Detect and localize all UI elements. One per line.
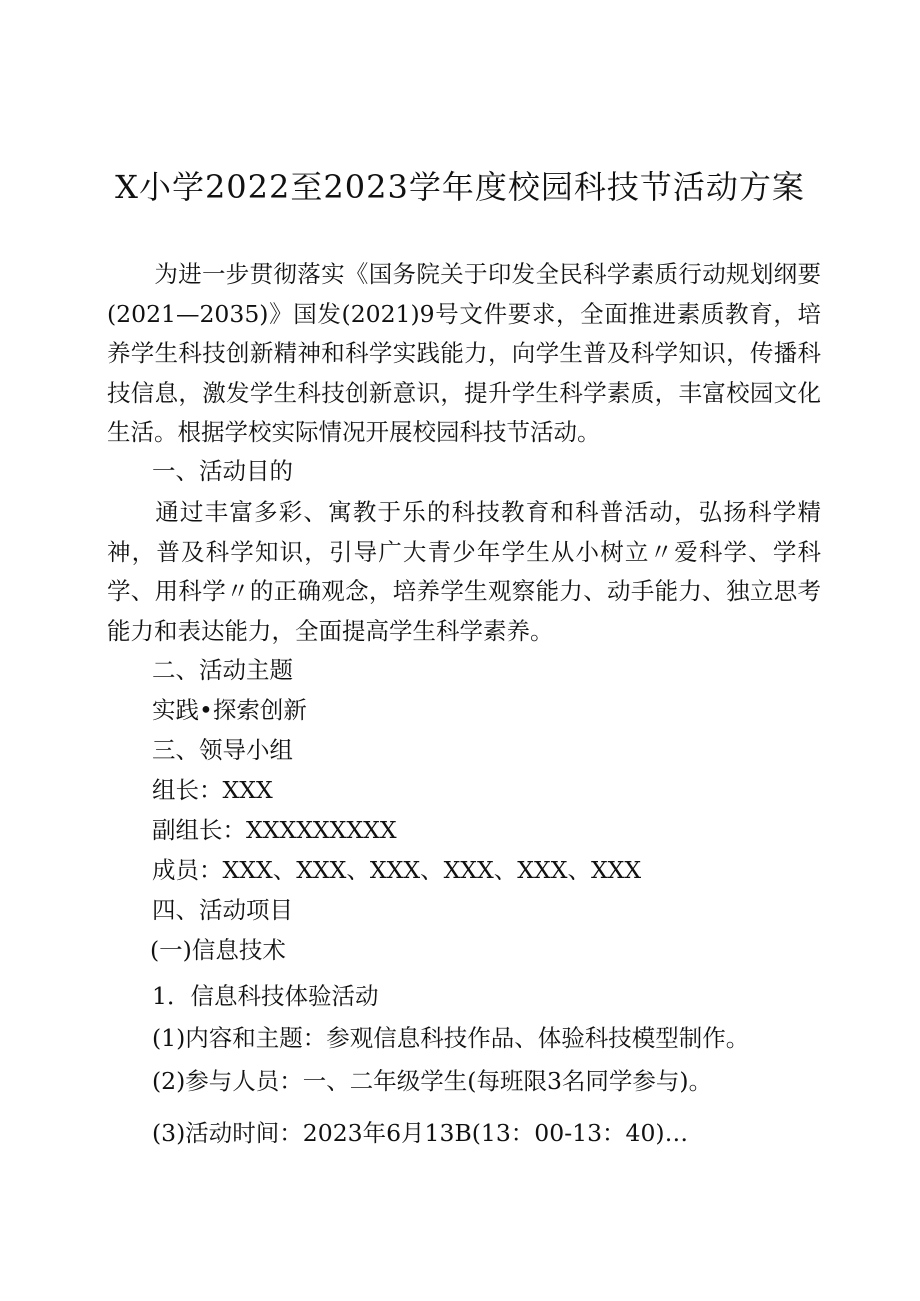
section3-heading: 三、领导小组 (152, 736, 293, 764)
intro-paragraph (107, 255, 821, 453)
activity-theme: 实践•探索创新 (152, 696, 307, 724)
section1-paragraph (107, 493, 821, 651)
item-content-theme: (1)内容和主题：参观信息科技作品、体验科技模型制作。 (152, 1024, 750, 1052)
item-activity-time: (3)活动时间：2023年6月13B(13：00-13：40)… (152, 1119, 689, 1147)
section4-heading: 四、活动项目 (152, 896, 293, 924)
group-members: 成员：XXX、XXX、XXX、XXX、XXX、XXX (152, 856, 642, 884)
deputy-leader: 副组长：XXXXXXXXX (152, 816, 397, 844)
item-participants: (2)参与人员：一、二年级学生(每班限3名同学参与)。 (152, 1067, 713, 1095)
section1-heading: 一、活动目的 (152, 457, 293, 485)
section2-heading: 二、活动主题 (152, 656, 293, 684)
intro-text: 为进一步贯彻落实《国务院关于印发全民科学素质行动规划纲要(2021—2035)》国发(2021)9号文件要求，全面推进素质教育，培养学生科技创新精神和科学实践能力，向学生普及科学知识，传播科技信息，激发学生科技创新意识，提升学生科学素质，丰富校园文化生活。根据学校实际情况开展校园科技节活动。 (107, 260, 821, 446)
subsection-info-tech: (一)信息技术 (150, 936, 286, 964)
section1-text: 通过丰富多彩、寓教于乐的科技教育和科普活动，弘扬科学精神，普及科学知识，引导广大青少年学生从小树立〃爱科学、学科学、用科学〃的正确观念，培养学生观察能力、动手能力、独立思考能力和表达能力，全面提高学生科学素养。 (107, 498, 821, 645)
group-leader: 组长：XXX (152, 776, 273, 804)
document-title: X小学2022至2023学年度校园科技节活动方案 (115, 168, 805, 206)
item-info-tech-experience: 1．信息科技体验活动 (152, 982, 379, 1010)
